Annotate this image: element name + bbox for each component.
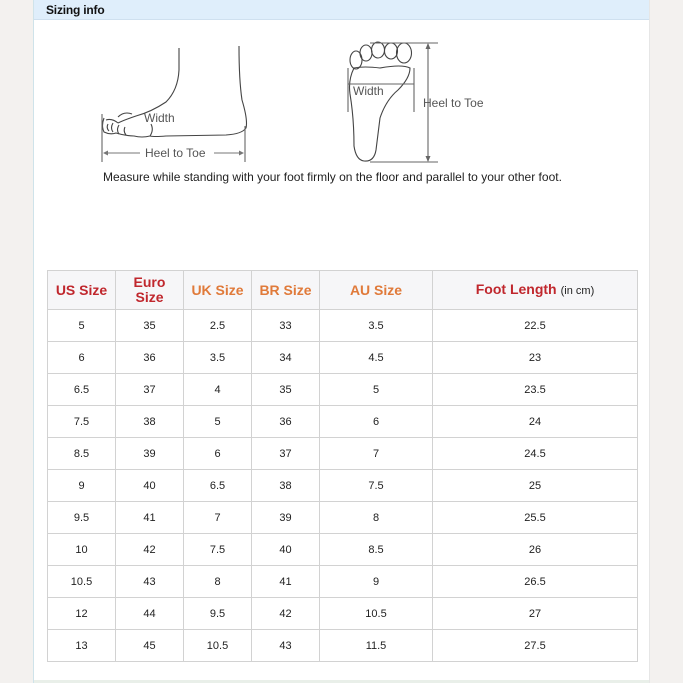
header-us-size: US Size: [48, 271, 116, 310]
cell-au: 8: [320, 502, 433, 534]
side-length-label: Heel to Toe: [145, 146, 206, 160]
cell-foot-length: 26: [433, 534, 638, 566]
cell-us: 13: [48, 630, 116, 662]
cell-euro: 36: [116, 342, 184, 374]
header-foot-length-unit: (in cm): [560, 284, 595, 297]
cell-au: 6: [320, 406, 433, 438]
cell-uk: 6: [184, 438, 252, 470]
cell-au: 7: [320, 438, 433, 470]
cell-us: 10: [48, 534, 116, 566]
top-length-label: Heel to Toe: [423, 96, 484, 110]
cell-foot-length: 25.5: [433, 502, 638, 534]
cell-foot-length: 27: [433, 598, 638, 630]
table-row: [48, 374, 638, 406]
cell-uk: 3.5: [184, 342, 252, 374]
cell-au: 3.5: [320, 310, 433, 342]
header-foot-length: [433, 271, 638, 310]
header-au-size: AU Size: [320, 271, 433, 310]
cell-br: 40: [252, 534, 320, 566]
cell-br: 36: [252, 406, 320, 438]
cell-uk: 10.5: [184, 630, 252, 662]
header-br-size: BR Size: [252, 271, 320, 310]
cell-euro: 38: [116, 406, 184, 438]
header-euro-line1: Euro: [133, 274, 166, 290]
cell-br: 43: [252, 630, 320, 662]
header-foot-length-label: Foot Length: [475, 280, 557, 297]
table-row: [48, 342, 638, 374]
cell-foot-length: 23.5: [433, 374, 638, 406]
cell-br: 41: [252, 566, 320, 598]
top-width-label: Width: [353, 84, 384, 98]
cell-foot-length: 22.5: [433, 310, 638, 342]
panel-header: [34, 0, 649, 20]
size-conversion-table: [47, 270, 638, 662]
cell-br: 33: [252, 310, 320, 342]
cell-us: 8.5: [48, 438, 116, 470]
cell-euro: 45: [116, 630, 184, 662]
table-row: [48, 502, 638, 534]
measure-instruction: Measure while standing with your foot firmly on the floor and parallel to your other foot.: [103, 170, 562, 184]
cell-uk: 5: [184, 406, 252, 438]
cell-foot-length: 25: [433, 470, 638, 502]
cell-br: 42: [252, 598, 320, 630]
cell-uk: 9.5: [184, 598, 252, 630]
table-row: [48, 406, 638, 438]
cell-foot-length: 23: [433, 342, 638, 374]
cell-foot-length: 24: [433, 406, 638, 438]
cell-au: 9: [320, 566, 433, 598]
cell-us: 9: [48, 470, 116, 502]
cell-us: 5: [48, 310, 116, 342]
foot-top-view-diagram: [340, 38, 510, 166]
cell-foot-length: 26.5: [433, 566, 638, 598]
cell-uk: 6.5: [184, 470, 252, 502]
panel-title: Sizing info: [46, 3, 105, 17]
cell-foot-length: 27.5: [433, 630, 638, 662]
cell-euro: 39: [116, 438, 184, 470]
cell-br: 35: [252, 374, 320, 406]
cell-au: 8.5: [320, 534, 433, 566]
cell-uk: 2.5: [184, 310, 252, 342]
cell-us: 7.5: [48, 406, 116, 438]
table-row: [48, 566, 638, 598]
cell-br: 37: [252, 438, 320, 470]
cell-us: 12: [48, 598, 116, 630]
side-width-label: Width: [144, 111, 175, 125]
table-row: [48, 470, 638, 502]
cell-us: 6.5: [48, 374, 116, 406]
table-row: [48, 534, 638, 566]
cell-br: 34: [252, 342, 320, 374]
cell-euro: 37: [116, 374, 184, 406]
cell-au: 5: [320, 374, 433, 406]
cell-us: 6: [48, 342, 116, 374]
table-row: [48, 630, 638, 662]
cell-uk: 7: [184, 502, 252, 534]
cell-br: 39: [252, 502, 320, 534]
cell-uk: 7.5: [184, 534, 252, 566]
table-row: [48, 438, 638, 470]
cell-au: 7.5: [320, 470, 433, 502]
cell-euro: 42: [116, 534, 184, 566]
cell-us: 9.5: [48, 502, 116, 534]
cell-au: 10.5: [320, 598, 433, 630]
cell-uk: 8: [184, 566, 252, 598]
table-header-row: [48, 271, 638, 310]
cell-uk: 4: [184, 374, 252, 406]
header-euro-size: [116, 271, 184, 310]
cell-euro: 41: [116, 502, 184, 534]
cell-euro: 35: [116, 310, 184, 342]
cell-au: 11.5: [320, 630, 433, 662]
cell-foot-length: 24.5: [433, 438, 638, 470]
cell-us: 10.5: [48, 566, 116, 598]
table-row: [48, 310, 638, 342]
header-uk-size: UK Size: [184, 271, 252, 310]
foot-side-view-diagram: [96, 40, 256, 165]
cell-br: 38: [252, 470, 320, 502]
cell-au: 4.5: [320, 342, 433, 374]
table-row: [48, 598, 638, 630]
cell-euro: 44: [116, 598, 184, 630]
header-euro-line2: Size: [135, 289, 164, 305]
cell-euro: 40: [116, 470, 184, 502]
cell-euro: 43: [116, 566, 184, 598]
